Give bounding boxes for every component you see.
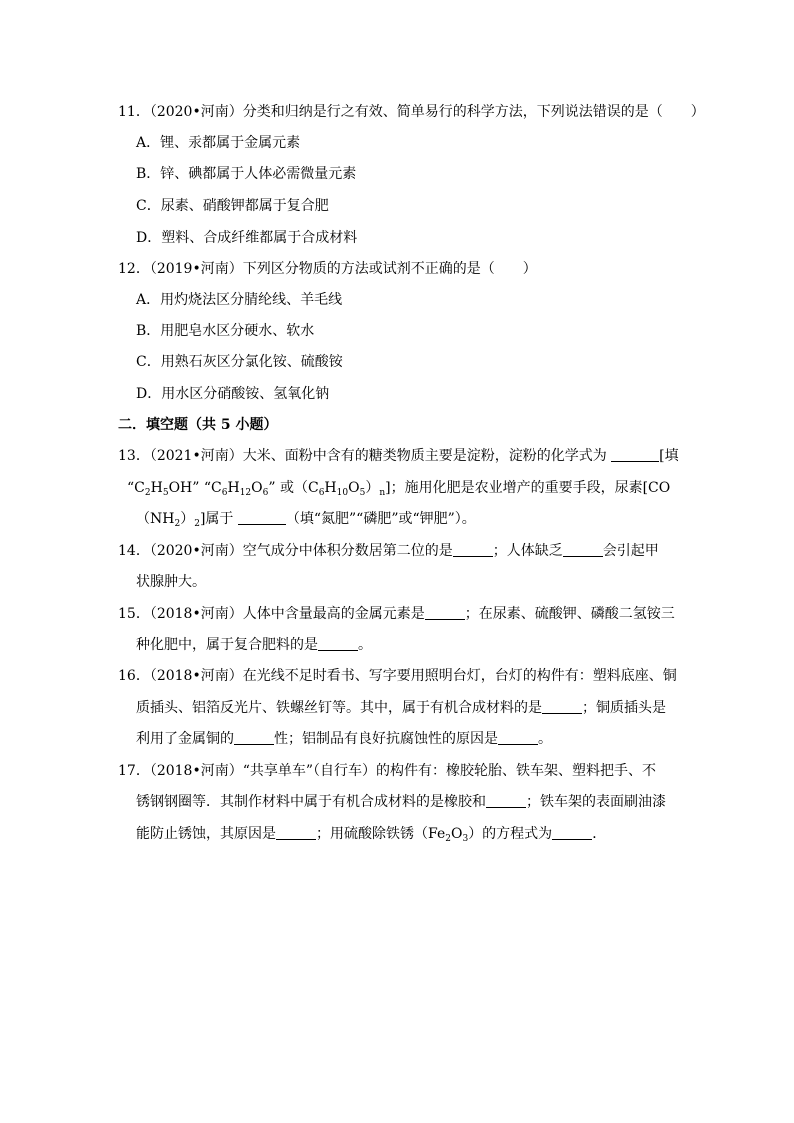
answer-blank[interactable]: [425, 605, 465, 620]
formula-text: ）: [365, 480, 380, 496]
formula-text: O: [450, 826, 463, 842]
subscript: 6: [262, 488, 269, 498]
section-title-fill-in: 二．填空题（共 5 小题）: [118, 417, 278, 433]
formula-text: H: [227, 480, 240, 496]
formula-text: （NH: [136, 511, 175, 527]
formula-text: H: [150, 480, 163, 496]
question-11-option-a: A．锂、汞都属于金属元素: [136, 135, 301, 151]
question-16-line-2: [136, 698, 666, 718]
formula-text: O: [348, 480, 360, 496]
answer-blank[interactable]: [552, 825, 592, 840]
subscript: 12: [239, 488, 252, 498]
q14-text: 会引起甲: [602, 543, 659, 559]
question-14-line-1: [118, 541, 659, 561]
subscript: 6: [221, 488, 228, 498]
question-11-stem: 11．（2020•河南）分类和归纳是行之有效、简单易行的科学方法，下列说法错误的是（ ）: [118, 104, 705, 120]
q15-text: ；在尿素、硫酸钾、磷酸二氢铵三: [464, 606, 675, 622]
question-12-option-b: B．用肥皂水区分硬水、软水: [136, 323, 315, 339]
q17-text: 锈钢钢圈等．其制作材料中属于有机合成材料的是橡胶和: [136, 794, 486, 810]
q13-text: ]属于: [199, 511, 234, 527]
question-16-line-1: 16．（2018•河南）在光线不足时看书、写字要用照明台灯，台灯的构件有：塑料底座、铜: [118, 668, 677, 684]
q14-text: 14．（2020•河南）空气成分中体积分数居第二位的是: [118, 543, 453, 559]
q16-text: ；铜质插头是: [582, 700, 666, 716]
formula-text: O: [251, 480, 263, 496]
question-11-option-b: B．锌、碘都属于人体必需微量元素: [136, 166, 357, 182]
question-11-option-c: C．尿素、硝酸钾都属于复合肥: [136, 198, 329, 214]
question-17-line-2: [136, 792, 666, 812]
answer-blank[interactable]: [238, 510, 286, 525]
formula-text: ]；施用化肥是农业增产的重要手段，尿素[CO: [385, 480, 671, 496]
question-12-stem: 12．（2019•河南）下列区分物质的方法或试剂不正确的是（ ）: [118, 261, 537, 277]
answer-blank[interactable]: [318, 636, 358, 651]
q17-text: ；铁车架的表面刷油漆: [526, 794, 666, 810]
q16-text: 性；铝制品有良好抗腐蚀性的原因是: [274, 731, 498, 747]
q13-text: （填“氮肥”“磷肥”或“钾肥”）。: [285, 511, 476, 527]
q14-text: ；人体缺乏: [492, 543, 563, 559]
subscript: 2: [174, 519, 181, 529]
q13-text: 13．（2021•河南）大米、面粉中含有的糖类物质主要是淀粉，淀粉的化学式为: [118, 448, 607, 464]
answer-blank[interactable]: [563, 542, 603, 557]
subscript: 3: [462, 834, 469, 844]
formula-text: ；用硫酸除铁锈（Fe: [316, 826, 446, 842]
subscript: 10: [336, 488, 349, 498]
question-17-line-1: 17．（2018•河南）“共享单车”（自行车）的构件有：橡胶轮胎、铁车架、塑料把手、不: [118, 763, 657, 779]
question-17-line-3: [136, 824, 606, 844]
subscript: 6: [318, 488, 325, 498]
answer-blank[interactable]: [542, 699, 582, 714]
subscript: 2: [194, 519, 200, 529]
q15-text: 15．（2018•河南）人体中含量最高的金属元素是: [118, 606, 425, 622]
answer-blank[interactable]: [498, 730, 538, 745]
formula-text: OH” “C: [168, 480, 222, 496]
answer-blank[interactable]: [453, 542, 493, 557]
answer-blank[interactable]: [486, 793, 526, 808]
formula-text: “C: [127, 480, 145, 496]
formula-text: ” 或（C: [268, 480, 319, 496]
q16-text: 利用了金属铜的: [136, 731, 234, 747]
q15-text: 。: [358, 637, 372, 653]
answer-blank[interactable]: [276, 825, 316, 840]
subscript: 5: [359, 488, 366, 498]
answer-blank[interactable]: [611, 447, 659, 462]
question-15-line-2: [136, 635, 372, 655]
question-12-option-c: C．用熟石灰区分氯化铵、硫酸铵: [136, 354, 343, 370]
q13-text: [填: [659, 448, 679, 464]
question-13-line-2: [127, 478, 670, 498]
answer-blank[interactable]: [234, 730, 274, 745]
question-14-line-2: 状腺肿大。: [136, 574, 206, 590]
q15-text: 种化肥中，属于复合肥料的是: [136, 637, 318, 653]
question-13-line-3: [136, 509, 476, 529]
subscript: 2: [144, 488, 151, 498]
question-12-option-d: D．用水区分硝酸铵、氢氧化钠: [136, 386, 330, 402]
subscript: 2: [445, 834, 451, 844]
question-15-line-1: [118, 604, 675, 624]
question-16-line-3: [136, 729, 552, 749]
q17-text: ）的方程式为: [468, 826, 553, 842]
subscript: 5: [162, 488, 169, 498]
formula-text: H: [324, 480, 337, 496]
q16-text: 。: [538, 731, 552, 747]
q16-text: 质插头、铝箔反光片、铁螺丝钉等。其中，属于有机合成材料的是: [136, 700, 542, 716]
formula-text: ）: [180, 511, 195, 527]
question-13-line-1: [118, 446, 679, 466]
subscript: n: [379, 488, 386, 498]
question-12-option-a: A．用灼烧法区分腈纶线、羊毛线: [136, 292, 343, 308]
question-11-option-d: D．塑料、合成纤维都属于合成材料: [136, 230, 358, 246]
q17-text: ．: [592, 826, 607, 842]
q17-text: 能防止锈蚀，其原因是: [136, 826, 276, 842]
